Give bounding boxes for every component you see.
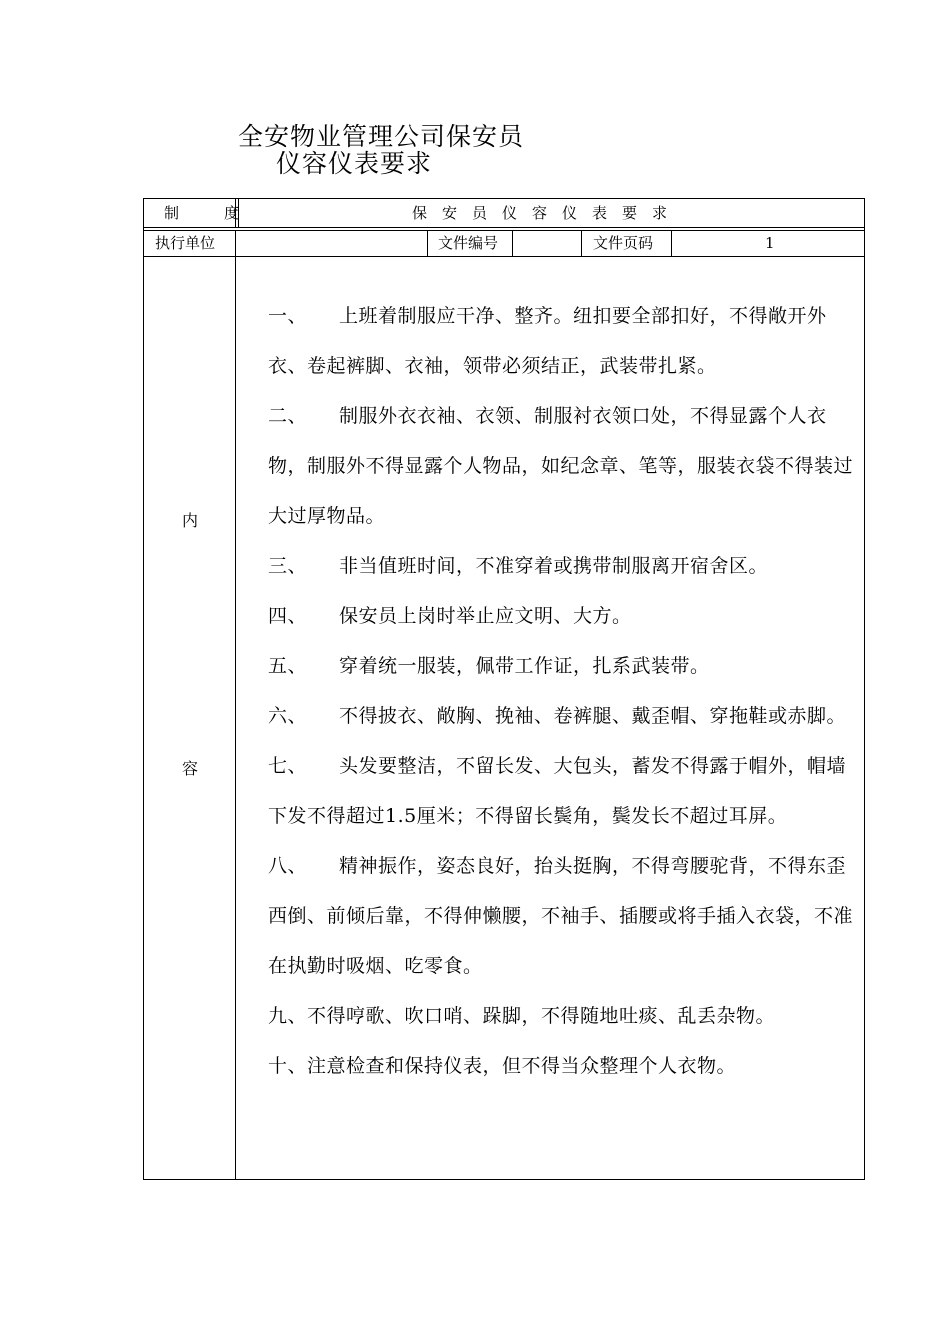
item-number: 六、: [268, 705, 308, 727]
item-text: 头发要整洁，不留长发、大包头，蓄发不得露于帽外，帽墙下发不得超过1.5厘米；不得留长鬓角，鬓发长不超过耳屏。: [268, 755, 847, 827]
doc-no-label-left: [427, 230, 428, 256]
list-item: [268, 541, 858, 591]
list-item: [268, 841, 858, 991]
content-label-char-2: 容: [182, 759, 199, 778]
item-text: 穿着统一服装，佩带工作证，扎系武装带。: [339, 655, 710, 677]
item-text: 上班着制服应干净、整齐。纽扣要全部扣好，不得敞开外衣、卷起裤脚、衣袖，领带必须结正，武装带扎紧。: [268, 305, 827, 377]
header-divider-top: [144, 227, 864, 228]
list-item: [268, 591, 858, 641]
item-number: 五、: [268, 655, 308, 677]
document-title-line-1: 全安物业管理公司保安员: [238, 122, 525, 151]
item-number: 四、: [268, 605, 308, 627]
item-number: 三、: [268, 555, 308, 577]
doc-no-label-right: [512, 230, 513, 256]
item-text: 注意检查和保持仪表，但不得当众整理个人衣物。: [307, 1055, 737, 1077]
item-number: 一、: [268, 305, 308, 327]
item-text: 制服外衣衣袖、衣领、制服衬衣领口处，不得显露个人衣物，制服外不得显露个人物品，如纪念章、笔等，服装衣袋不得装过大过厚物品。: [268, 405, 854, 527]
list-item: [268, 991, 858, 1041]
item-number: 八、: [268, 855, 308, 877]
page-number-label: 文件页码: [593, 234, 654, 252]
page-label-left: [581, 230, 582, 256]
executing-unit-label: 执行单位: [155, 234, 216, 252]
item-text: 不得哼歌、吹口哨、跺脚，不得随地吐痰、乱丢杂物。: [307, 1005, 776, 1027]
document-title-line-2: 仪容仪表要求: [276, 149, 433, 178]
item-number: 七、: [268, 755, 308, 777]
item-number: 九、: [268, 1005, 308, 1027]
item-text: 非当值班时间，不准穿着或携带制服离开宿舍区。: [339, 555, 769, 577]
system-value: 保安员仪容仪表要求: [412, 204, 683, 222]
list-item: [268, 391, 858, 541]
system-label: 制 度: [164, 204, 255, 222]
item-number: 二、: [268, 405, 308, 427]
list-item: [268, 641, 858, 691]
list-item: [268, 291, 858, 391]
list-item: [268, 1041, 858, 1091]
header-divider-bottom: [144, 230, 864, 231]
item-text: 保安员上岗时举止应文明、大方。: [339, 605, 632, 627]
info-row-divider: [144, 256, 864, 257]
item-text: 精神振作，姿态良好，抬头挺胸，不得弯腰驼背，不得东歪西倒、前倾后靠，不得伸懒腰，不袖手、插腰或将手插入衣袋，不准在执勤时吸烟、吃零食。: [268, 855, 854, 977]
page-number-value: 1: [765, 234, 775, 252]
list-item: [268, 691, 858, 741]
requirements-list: [268, 291, 858, 1091]
document-number-label: 文件编号: [438, 234, 499, 252]
list-item: [268, 741, 858, 841]
label-column-divider: [235, 230, 236, 1179]
item-number: 十、: [268, 1055, 308, 1077]
content-label-char-1: 内: [182, 511, 199, 530]
page-label-right: [671, 230, 672, 256]
regulation-table: [143, 198, 865, 1180]
item-text: 不得披衣、敞胸、挽袖、卷裤腿、戴歪帽、穿拖鞋或赤脚。: [339, 705, 847, 727]
